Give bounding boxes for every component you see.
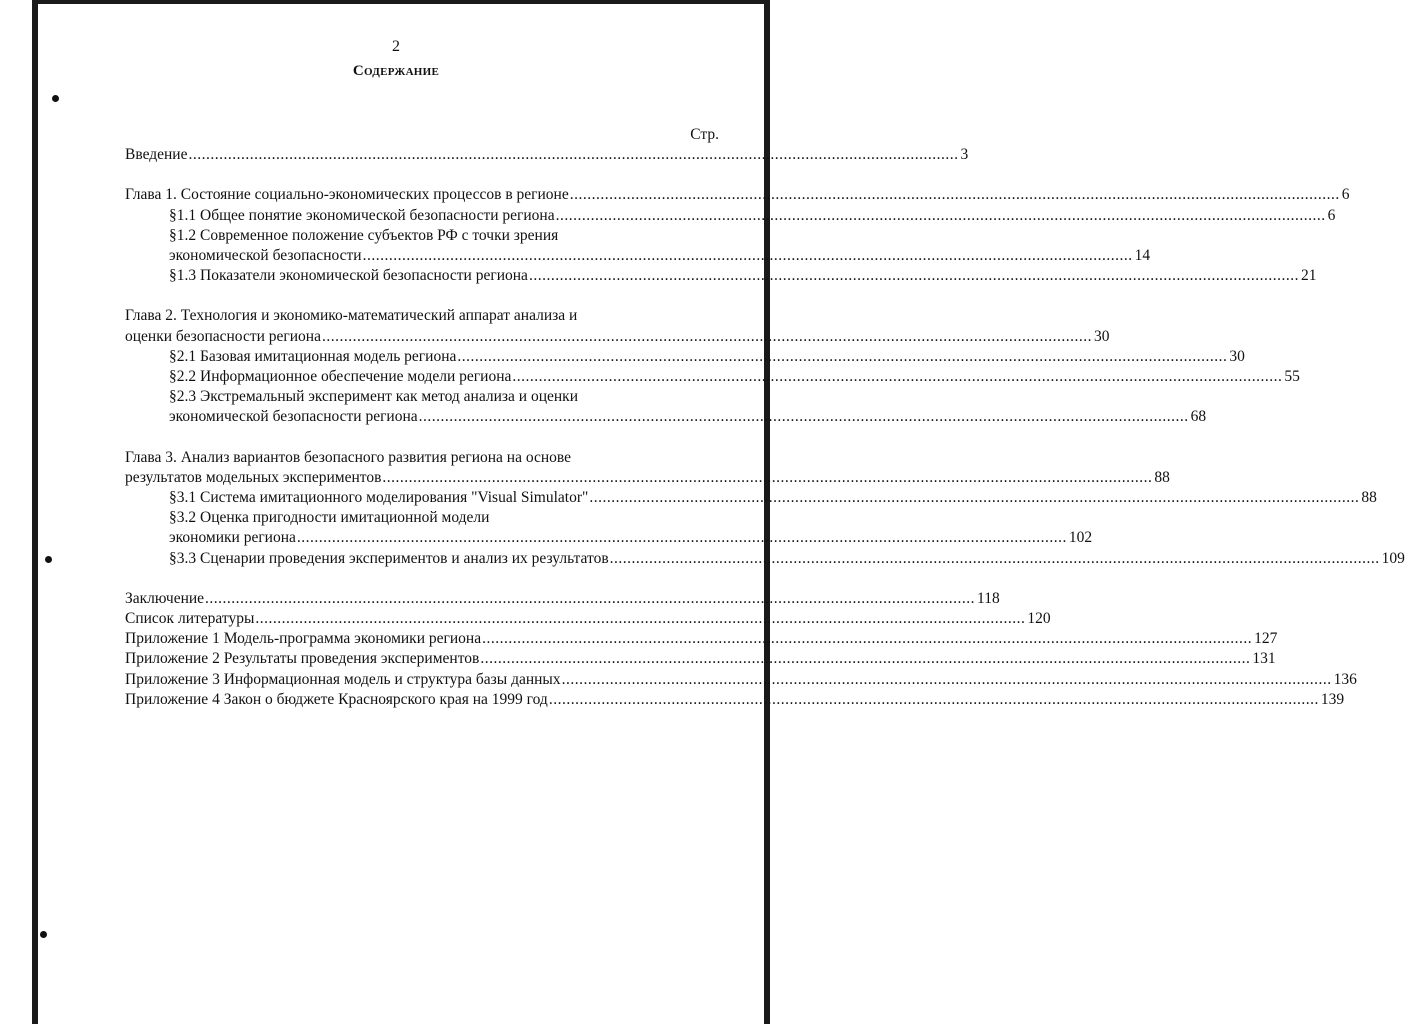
toc-entry-section-2-2[interactable]: [125, 367, 1300, 387]
toc-page: 6: [1341, 186, 1350, 204]
toc-entry-section-1-2[interactable]: [125, 246, 1151, 266]
toc-page: 14: [1134, 247, 1151, 265]
toc-entry-section-1-3[interactable]: [125, 266, 1317, 286]
toc-entry-section-1-1[interactable]: [125, 206, 1336, 226]
toc-entry-section-3-1[interactable]: [125, 488, 1377, 508]
toc-label: экономической безопасности региона: [169, 408, 418, 426]
toc-label: результатов модельных экспериментов: [125, 468, 382, 486]
toc-line: Глава 3. Анализ вариантов безопасного развития региона на основе: [125, 448, 572, 466]
toc-page: 30: [1229, 347, 1245, 365]
toc-page: 6: [1327, 206, 1336, 224]
bullet-mark: [45, 556, 52, 563]
toc-entry-chapter-3[interactable]: [125, 468, 1170, 488]
toc-label: Список литературы: [125, 610, 255, 628]
toc-entry-appendix-2[interactable]: [125, 649, 1276, 669]
toc-page: 3: [960, 146, 969, 164]
toc-page: 127: [1254, 630, 1278, 648]
toc-line: Глава 2. Технология и экономико-математический аппарат анализа и: [125, 307, 578, 325]
toc-page: 139: [1320, 690, 1345, 708]
toc-label: §2.1 Базовая имитационная модель региона: [169, 347, 457, 365]
toc-line: §2.3 Экстремальный эксперимент как метод анализа и оценки: [169, 388, 578, 406]
toc-label: §3.1 Система имитационного моделирования "Visual Simulator": [169, 489, 589, 507]
toc-label: экономики региона: [169, 529, 296, 547]
toc-label: Заключение: [125, 589, 205, 607]
toc-page: 88: [1154, 468, 1170, 486]
toc-entry-chapter-1[interactable]: [125, 185, 1350, 205]
bullet-mark: [40, 931, 47, 938]
toc-page: 131: [1252, 650, 1276, 668]
toc-entry-section-3-3[interactable]: [125, 549, 1405, 569]
table-of-contents: [125, 125, 1405, 710]
toc-label: оценки безопасности региона: [125, 327, 321, 345]
toc-label: Приложение 4 Закон о бюджете Красноярского края на 1999 год: [125, 690, 548, 708]
toc-entry-literature[interactable]: [125, 609, 1051, 629]
toc-line: §1.2 Современное положение субъектов РФ с точки зрения: [169, 226, 559, 244]
toc-label: §2.2 Информационное обеспечение модели региона: [169, 368, 512, 386]
toc-page: 21: [1300, 267, 1317, 285]
toc-entry-section-2-3[interactable]: [125, 407, 1207, 427]
toc-entry-conclusion[interactable]: [125, 589, 1000, 609]
toc-entry-appendix-1[interactable]: [125, 629, 1278, 649]
toc-label: §1.1 Общее понятие экономической безопасности региона: [169, 206, 555, 224]
toc-label: экономической безопасности: [169, 247, 362, 265]
toc-entry-intro[interactable]: [125, 145, 969, 165]
toc-label: Приложение 2 Результаты проведения экспериментов: [125, 650, 480, 668]
toc-entry-chapter-2[interactable]: [125, 327, 1110, 347]
toc-entry-section-2-1[interactable]: [125, 347, 1245, 367]
page-title: Содержание: [352, 63, 440, 79]
toc-page: 55: [1284, 368, 1300, 386]
toc-page: 109: [1381, 549, 1405, 567]
toc-entry-section-3-2[interactable]: [125, 528, 1093, 548]
toc-page: 88: [1361, 489, 1377, 507]
bullet-mark: [52, 95, 59, 102]
toc-page: 118: [977, 589, 1000, 607]
toc-entry-appendix-4[interactable]: [125, 690, 1345, 710]
pages-column-header: Стр.: [690, 126, 719, 143]
toc-label: Глава 1. Состояние социально-экономических процессов в регионе: [125, 186, 569, 204]
toc-label: Приложение 1 Модель-программа экономики региона: [125, 630, 482, 648]
toc-label: Приложение 3 Информационная модель и структура базы данных: [125, 670, 561, 688]
toc-label: §3.3 Сценарии проведения экспериментов и анализ их результатов: [169, 549, 609, 567]
toc-line: §3.2 Оценка пригодности имитационной модели: [169, 509, 490, 527]
toc-entry-appendix-3[interactable]: [125, 670, 1357, 690]
page-number: 2: [392, 38, 400, 55]
toc-page: 30: [1093, 327, 1110, 345]
toc-page: 136: [1333, 670, 1357, 688]
toc-page: 120: [1027, 610, 1051, 628]
toc-label: §1.3 Показатели экономической безопасности региона: [169, 267, 528, 285]
toc-page: 102: [1068, 529, 1093, 547]
toc-page: 68: [1190, 408, 1207, 426]
toc-label: Введение: [125, 146, 188, 164]
